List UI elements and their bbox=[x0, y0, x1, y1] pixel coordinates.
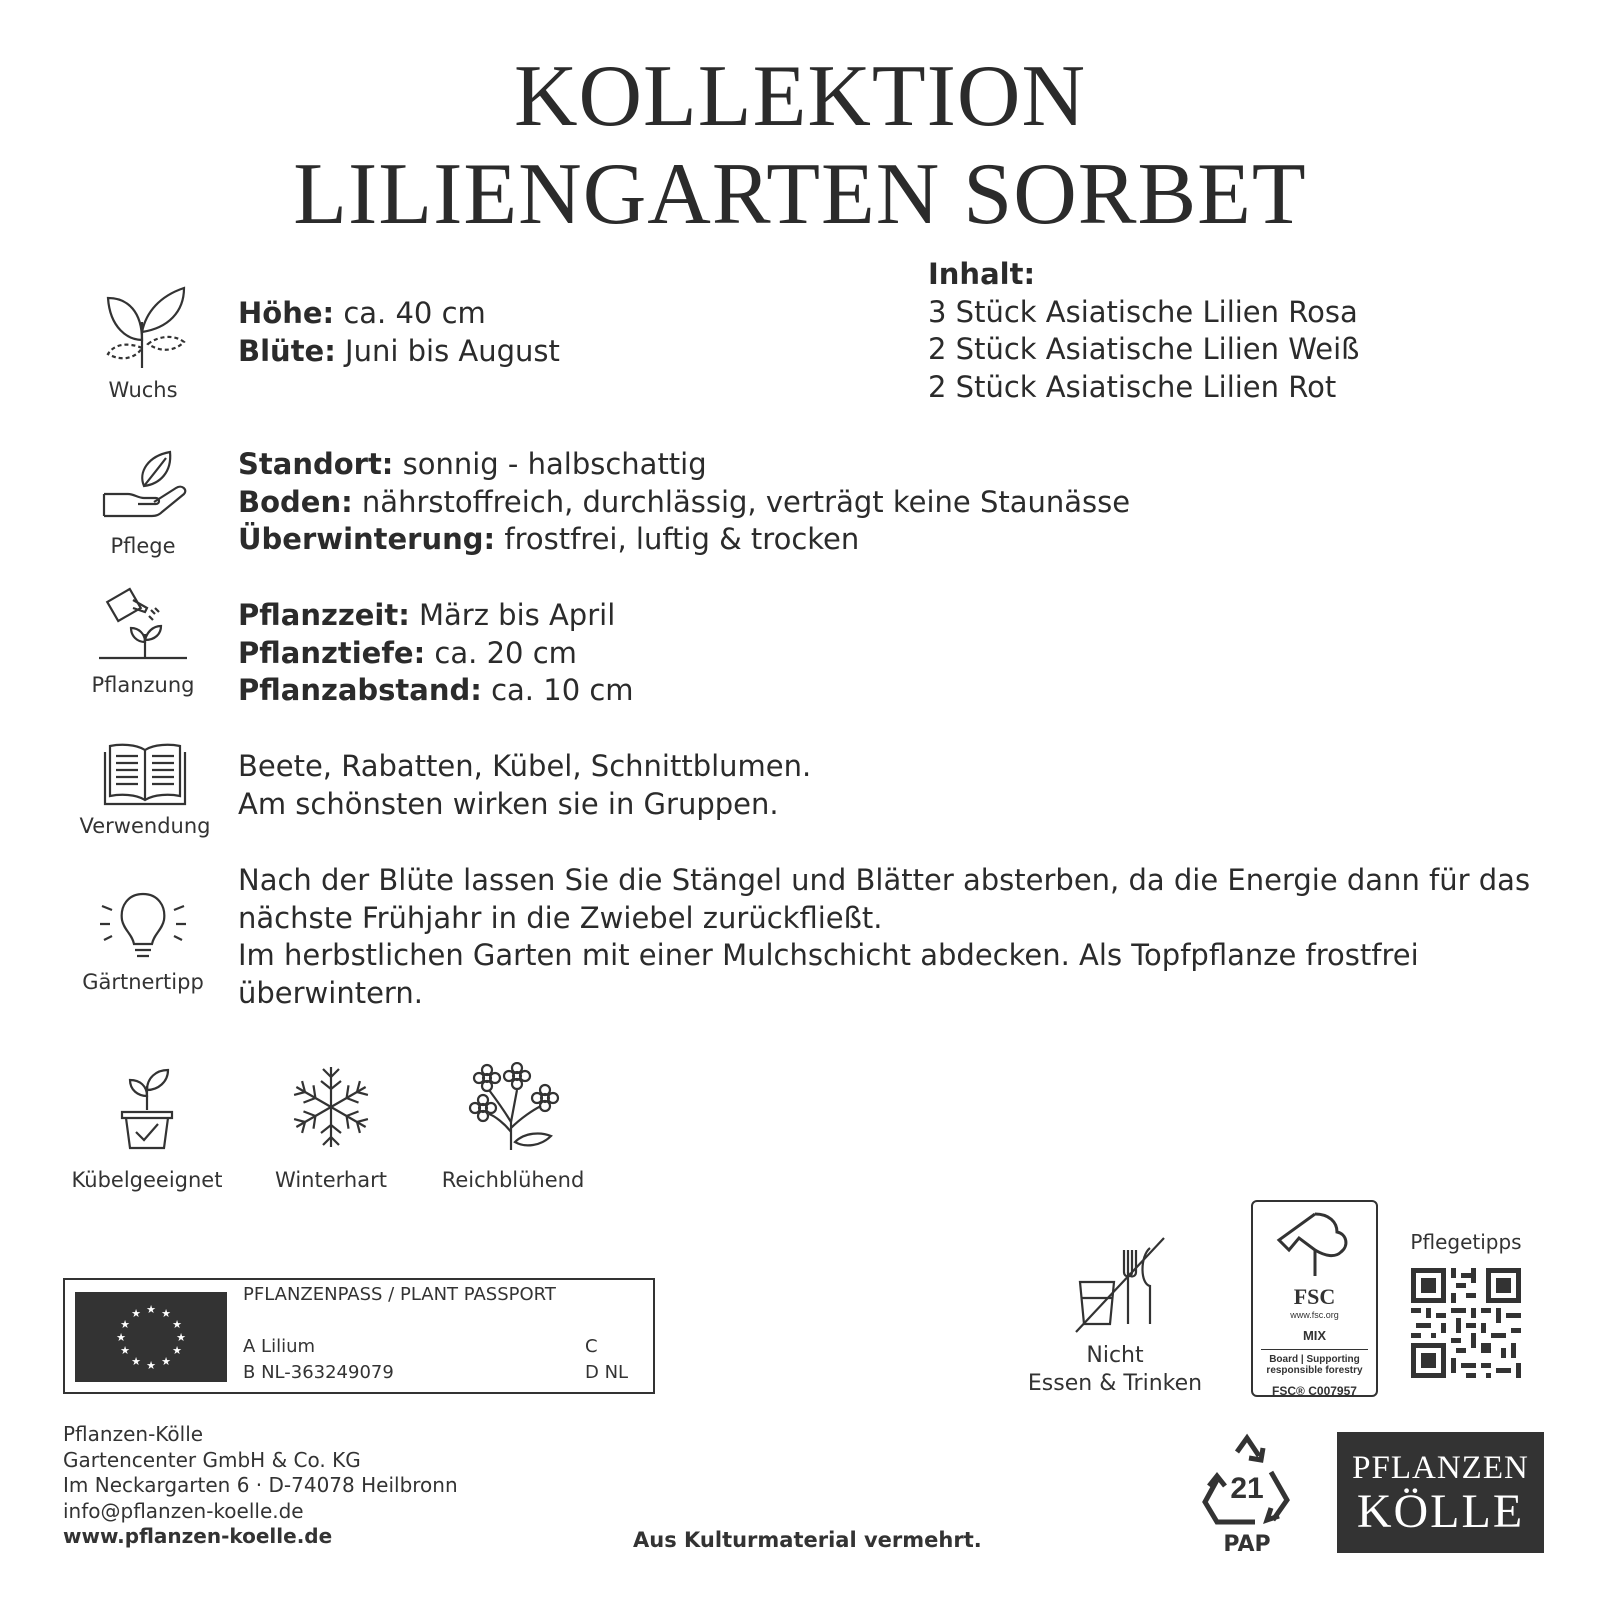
address-line: Pflanzen-Kölle bbox=[63, 1422, 204, 1446]
svg-text:★: ★ bbox=[116, 1331, 126, 1344]
pflanzung-line bbox=[238, 635, 634, 673]
recycling-block bbox=[1197, 1432, 1297, 1557]
wuchs-caption: Wuchs bbox=[108, 378, 178, 402]
fsc-mix: MIX bbox=[1302, 1328, 1327, 1343]
fsc-url: www.fsc.org bbox=[1290, 1310, 1339, 1320]
gaertnertipp-text bbox=[238, 862, 1530, 1012]
verwendung-text bbox=[238, 748, 811, 823]
line-label: Pflanzabstand: bbox=[238, 673, 482, 707]
verwendung-caption: Verwendung bbox=[79, 814, 211, 838]
company-address bbox=[63, 1422, 458, 1550]
verwendung-line: Am schönsten wirken sie in Gruppen. bbox=[238, 786, 779, 821]
line-value: frostfrei, luftig & trocken bbox=[495, 522, 860, 556]
pflanzung-text bbox=[238, 597, 634, 710]
line-value: März bis April bbox=[409, 598, 616, 632]
svg-text:★: ★ bbox=[146, 1359, 156, 1372]
svg-text:★: ★ bbox=[131, 1307, 141, 1320]
passport-a: A Lilium bbox=[243, 1336, 316, 1357]
line-label: Boden: bbox=[238, 484, 353, 519]
address-web[interactable]: www.pflanzen-koelle.de bbox=[63, 1524, 333, 1548]
line-label: Pflanzzeit: bbox=[238, 598, 410, 632]
gaertnertipp-line: Nach der Blüte lassen Sie die Stängel und Blätter absterben, da die Energie dann für das bbox=[238, 863, 1531, 897]
footer-note: Aus Kulturmaterial vermehrt. bbox=[633, 1528, 982, 1552]
passport-header: PFLANZENPASS / PLANT PASSPORT bbox=[243, 1284, 556, 1305]
fsc-tree-icon bbox=[1275, 1210, 1355, 1280]
line-value: Juni bis August bbox=[335, 333, 560, 368]
qr-block bbox=[1403, 1230, 1529, 1382]
inhalt-item: 2 Stück Asiatische Lilien Rot bbox=[928, 369, 1337, 404]
recycling-icon bbox=[1197, 1432, 1297, 1532]
gaertnertipp-caption: Gärtnertipp bbox=[82, 970, 204, 994]
wuchs-text bbox=[238, 295, 560, 370]
open-book-icon bbox=[102, 738, 188, 808]
wuchs-icon-block bbox=[68, 282, 218, 402]
warning-line-2: Essen & Trinken bbox=[1027, 1371, 1203, 1396]
pflege-line bbox=[238, 484, 1130, 522]
no-food-warning bbox=[1020, 1228, 1210, 1398]
eu-flag-icon bbox=[75, 1292, 227, 1382]
warning-line-1: Nicht bbox=[1086, 1343, 1144, 1368]
svg-text:★: ★ bbox=[161, 1307, 171, 1320]
plant-growth-icon bbox=[98, 282, 188, 372]
brand-logo bbox=[1337, 1432, 1544, 1553]
brand-line-1: PFLANZEN bbox=[1352, 1450, 1529, 1486]
pflanzung-line bbox=[238, 597, 634, 635]
address-email[interactable]: info@pflanzen-koelle.de bbox=[63, 1498, 304, 1523]
wuchs-line bbox=[238, 295, 560, 333]
no-food-drink-icon bbox=[1060, 1228, 1170, 1338]
inhalt-heading: Inhalt: bbox=[928, 257, 1036, 291]
gaertnertipp-icon-block bbox=[68, 888, 218, 994]
fsc-claim-2: responsible forestry bbox=[1266, 1365, 1363, 1376]
hand-leaf-icon bbox=[98, 448, 188, 528]
svg-text:★: ★ bbox=[176, 1331, 186, 1344]
svg-text:★: ★ bbox=[120, 1318, 130, 1331]
badge-kuebelgeeignet bbox=[57, 1062, 237, 1192]
line-label: Überwinterung: bbox=[238, 522, 496, 556]
line-label: Pflanztiefe: bbox=[238, 635, 426, 670]
svg-text:★: ★ bbox=[161, 1355, 171, 1368]
badge-label: Winterhart bbox=[275, 1168, 387, 1192]
watering-can-icon bbox=[93, 582, 193, 667]
passport-c: C bbox=[585, 1336, 598, 1357]
gaertnertipp-line: überwintern. bbox=[238, 975, 423, 1010]
eu-stars bbox=[75, 1292, 227, 1382]
pot-plant-check-icon bbox=[112, 1062, 182, 1152]
line-label: Blüte: bbox=[238, 333, 336, 368]
line-value: ca. 20 cm bbox=[425, 635, 577, 670]
recycling-code: PAP bbox=[1223, 1532, 1271, 1557]
line-value: ca. 40 cm bbox=[334, 296, 486, 330]
fsc-code: FSC® C007957 bbox=[1272, 1384, 1357, 1398]
wuchs-line bbox=[238, 333, 560, 371]
gaertnertipp-line: Im herbstlichen Garten mit einer Mulchschicht abdecken. Als Topfpflanze frostfrei bbox=[238, 938, 1419, 972]
pflanzung-line bbox=[238, 672, 634, 710]
badge-reichbluehend bbox=[423, 1062, 603, 1192]
svg-text:★: ★ bbox=[146, 1303, 156, 1316]
qr-code-icon[interactable] bbox=[1411, 1268, 1521, 1378]
qr-label: Pflegetipps bbox=[1410, 1230, 1522, 1254]
fsc-claim-1: Board | Supporting bbox=[1269, 1354, 1360, 1365]
plant-passport bbox=[63, 1278, 655, 1394]
pflanzung-icon-block bbox=[68, 582, 218, 697]
pflege-icon-block bbox=[68, 448, 218, 558]
badge-winterhart bbox=[241, 1062, 421, 1192]
title-line-1: KOLLEKTION bbox=[513, 48, 1087, 145]
passport-d: D NL bbox=[585, 1362, 629, 1383]
pflege-text bbox=[238, 446, 1130, 559]
pflege-line bbox=[238, 446, 1130, 484]
inhalt-block bbox=[928, 256, 1359, 406]
line-value: nährstoffreich, durchlässig, verträgt keine Staunässe bbox=[352, 484, 1131, 519]
line-label: Höhe: bbox=[238, 296, 335, 330]
fsc-divider bbox=[1261, 1349, 1368, 1350]
address-line: Im Neckargarten 6 · D-74078 Heilbronn bbox=[63, 1473, 458, 1497]
pflanzung-caption: Pflanzung bbox=[91, 673, 195, 697]
svg-text:★: ★ bbox=[172, 1344, 182, 1357]
verwendung-line: Beete, Rabatten, Kübel, Schnittblumen. bbox=[238, 749, 812, 783]
line-value: sonnig - halbschattig bbox=[393, 447, 707, 481]
recycling-number: 21 bbox=[1230, 1472, 1264, 1505]
pflege-line bbox=[238, 521, 1130, 559]
verwendung-icon-block bbox=[70, 738, 220, 838]
address-line: Gartencenter GmbH & Co. KG bbox=[63, 1447, 361, 1472]
badge-label: Reichblühend bbox=[441, 1168, 585, 1192]
passport-b: B NL-363249079 bbox=[243, 1362, 394, 1383]
line-value: ca. 10 cm bbox=[481, 673, 634, 707]
title-line-2: LILIENGARTEN SORBET bbox=[293, 146, 1307, 243]
inhalt-item: 2 Stück Asiatische Lilien Weiß bbox=[928, 332, 1360, 366]
inhalt-item: 3 Stück Asiatische Lilien Rosa bbox=[928, 294, 1358, 329]
svg-text:★: ★ bbox=[131, 1355, 141, 1368]
svg-text:★: ★ bbox=[172, 1318, 182, 1331]
fsc-label bbox=[1251, 1200, 1378, 1397]
pflege-caption: Pflege bbox=[110, 534, 176, 558]
badge-label: Kübelgeeignet bbox=[71, 1168, 223, 1192]
gaertnertipp-line: nächste Frühjahr in die Zwiebel zurückfließt. bbox=[238, 900, 883, 935]
line-label: Standort: bbox=[238, 447, 394, 481]
flowers-icon bbox=[465, 1062, 561, 1152]
page-title bbox=[0, 48, 1600, 244]
fsc-brand: FSC bbox=[1293, 1284, 1336, 1309]
lightbulb-icon bbox=[98, 888, 188, 964]
svg-text:★: ★ bbox=[120, 1344, 130, 1357]
brand-line-2: KÖLLE bbox=[1356, 1485, 1525, 1538]
snowflake-icon bbox=[289, 1062, 373, 1152]
